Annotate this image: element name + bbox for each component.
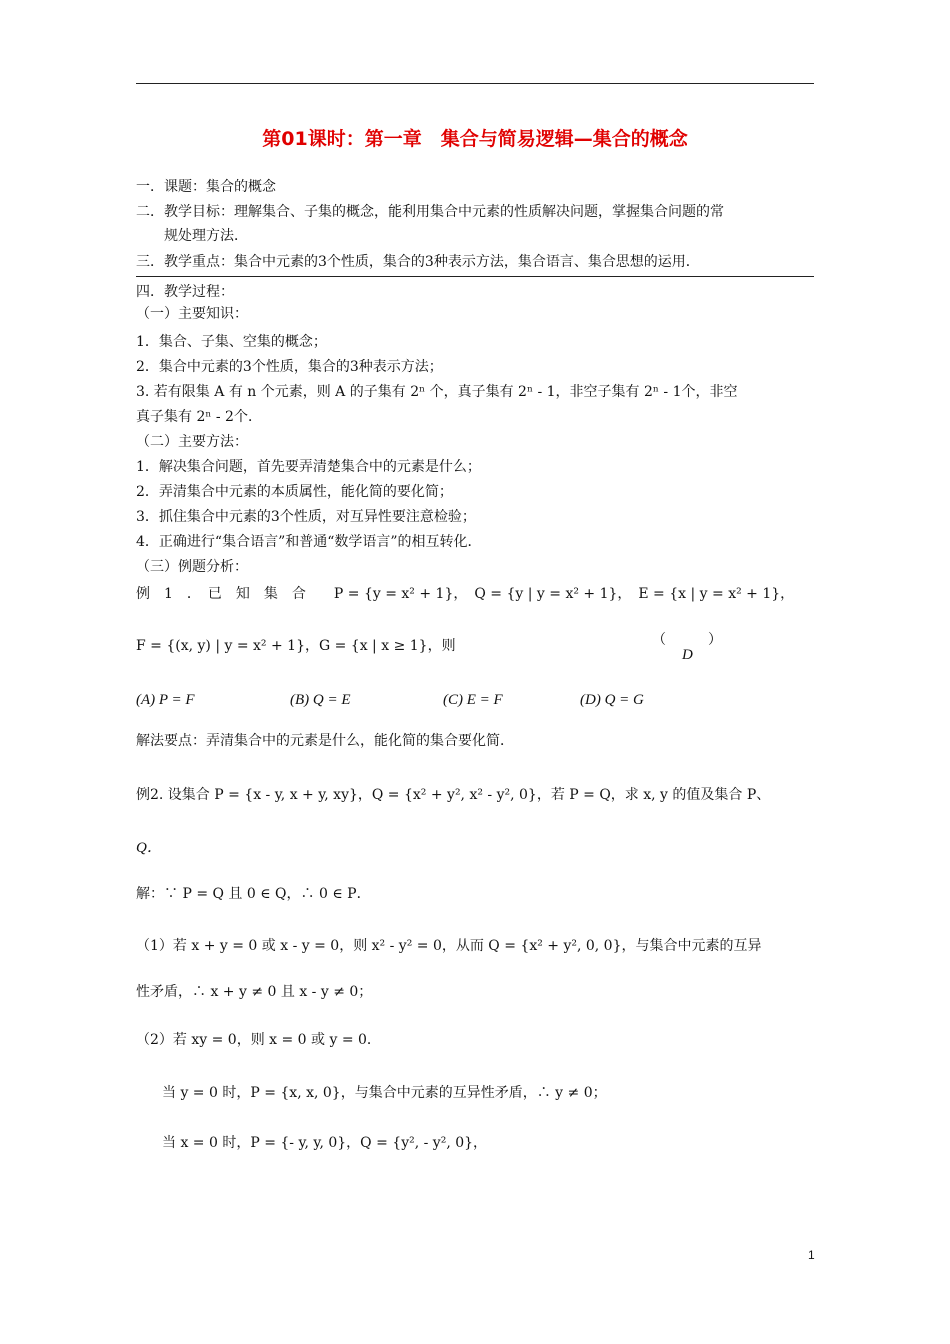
page-title: 第01课时：第一章 集合与简易逻辑—集合的概念 — [262, 128, 688, 150]
example2-line-1: 例2. 设集合 P = {x - y, x + y, xy}，Q = {x² + y², x² - y², 0}，若 P = Q，求 x, y 的值及集合 P、 — [136, 787, 771, 803]
example2-case2: （2）若 xy = 0，则 x = 0 或 y = 0． — [136, 1032, 381, 1048]
objective-line: 二．教学目标：理解集合、子集的概念，能利用集合中元素的性质解决问题，掌握集合问题的常 — [136, 204, 724, 220]
example1-option-d: (D) Q = G — [580, 692, 644, 708]
topic-line: 一．课题：集合的概念 — [136, 179, 276, 195]
method-item-1: 1．解决集合问题，首先要弄清楚集合中的元素是什么； — [136, 459, 481, 475]
example2-case2-y: 当 y = 0 时，P = {x, x, 0}，与集合中元素的互异性矛盾，∴ y ≠ 0； — [162, 1085, 607, 1101]
top-rule — [136, 83, 814, 84]
example2-line-2: Q． — [136, 840, 162, 856]
example2-case2-x: 当 x = 0 时，P = {- y, y, 0}，Q = {y², - y², 0}， — [162, 1135, 488, 1151]
example1-sets-line: 例 1 ． 已 知 集 合 P = {y = x² + 1}， Q = {y | y = x² + 1}， E = {x | y = x² + 1}， — [136, 586, 795, 602]
knowledge-item-3-cont: 真子集有 2ⁿ - 2个． — [136, 409, 262, 425]
example2-case1: （1）若 x + y = 0 或 x - y = 0，则 x² - y² = 0，从而 Q = {x² + y², 0, 0}，与集合中元素的互异 — [136, 938, 762, 954]
objective-line-cont: 规处理方法． — [164, 228, 248, 244]
method-heading: （二）主要方法： — [136, 434, 248, 450]
process-heading: 四．教学过程： — [136, 284, 234, 300]
example1-solution-note: 解法要点：弄清集合中的元素是什么，能化简的集合要化简． — [136, 733, 514, 749]
method-item-3: 3．抓住集合中元素的3个性质，对互异性要注意检验； — [136, 509, 476, 525]
example2-case1-cont: 性矛盾，∴ x + y ≠ 0 且 x - y ≠ 0； — [136, 984, 373, 1000]
example1-answer: D — [682, 647, 693, 663]
examples-heading: （三）例题分析： — [136, 559, 248, 575]
example1-answer-paren: （ ） — [652, 632, 722, 648]
knowledge-item-2: 2．集合中元素的3个性质，集合的3种表示方法； — [136, 359, 443, 375]
method-item-2: 2．弄清集合中元素的本质属性，能化简的要化简； — [136, 484, 453, 500]
knowledge-item-3: 3. 若有限集 A 有 n 个元素，则 A 的子集有 2ⁿ 个，真子集有 2ⁿ - 1，非空子集有 2ⁿ - 1个，非空 — [136, 384, 738, 400]
page-number: 1 — [808, 1248, 815, 1262]
example1-option-b: (B) Q = E — [290, 692, 351, 708]
method-item-4: 4．正确进行“集合语言”和普通“数学语言”的相互转化． — [136, 534, 482, 550]
key-points-line: 三．教学重点：集合中元素的3个性质，集合的3种表示方法，集合语言、集合思想的运用． — [136, 254, 700, 270]
example1-sets-line2: F = {(x, y) | y = x² + 1}，G = {x | x ≥ 1}，则 — [136, 638, 456, 654]
example2-solution-start: 解：∵ P = Q 且 0 ∈ Q，∴ 0 ∈ P． — [136, 886, 371, 902]
example1-option-a: (A) P = F — [136, 692, 195, 708]
section-rule — [136, 276, 814, 277]
example1-option-c: (C) E = F — [443, 692, 503, 708]
main-knowledge-heading: （一）主要知识： — [136, 306, 248, 322]
knowledge-item-1: 1．集合、子集、空集的概念； — [136, 334, 327, 350]
